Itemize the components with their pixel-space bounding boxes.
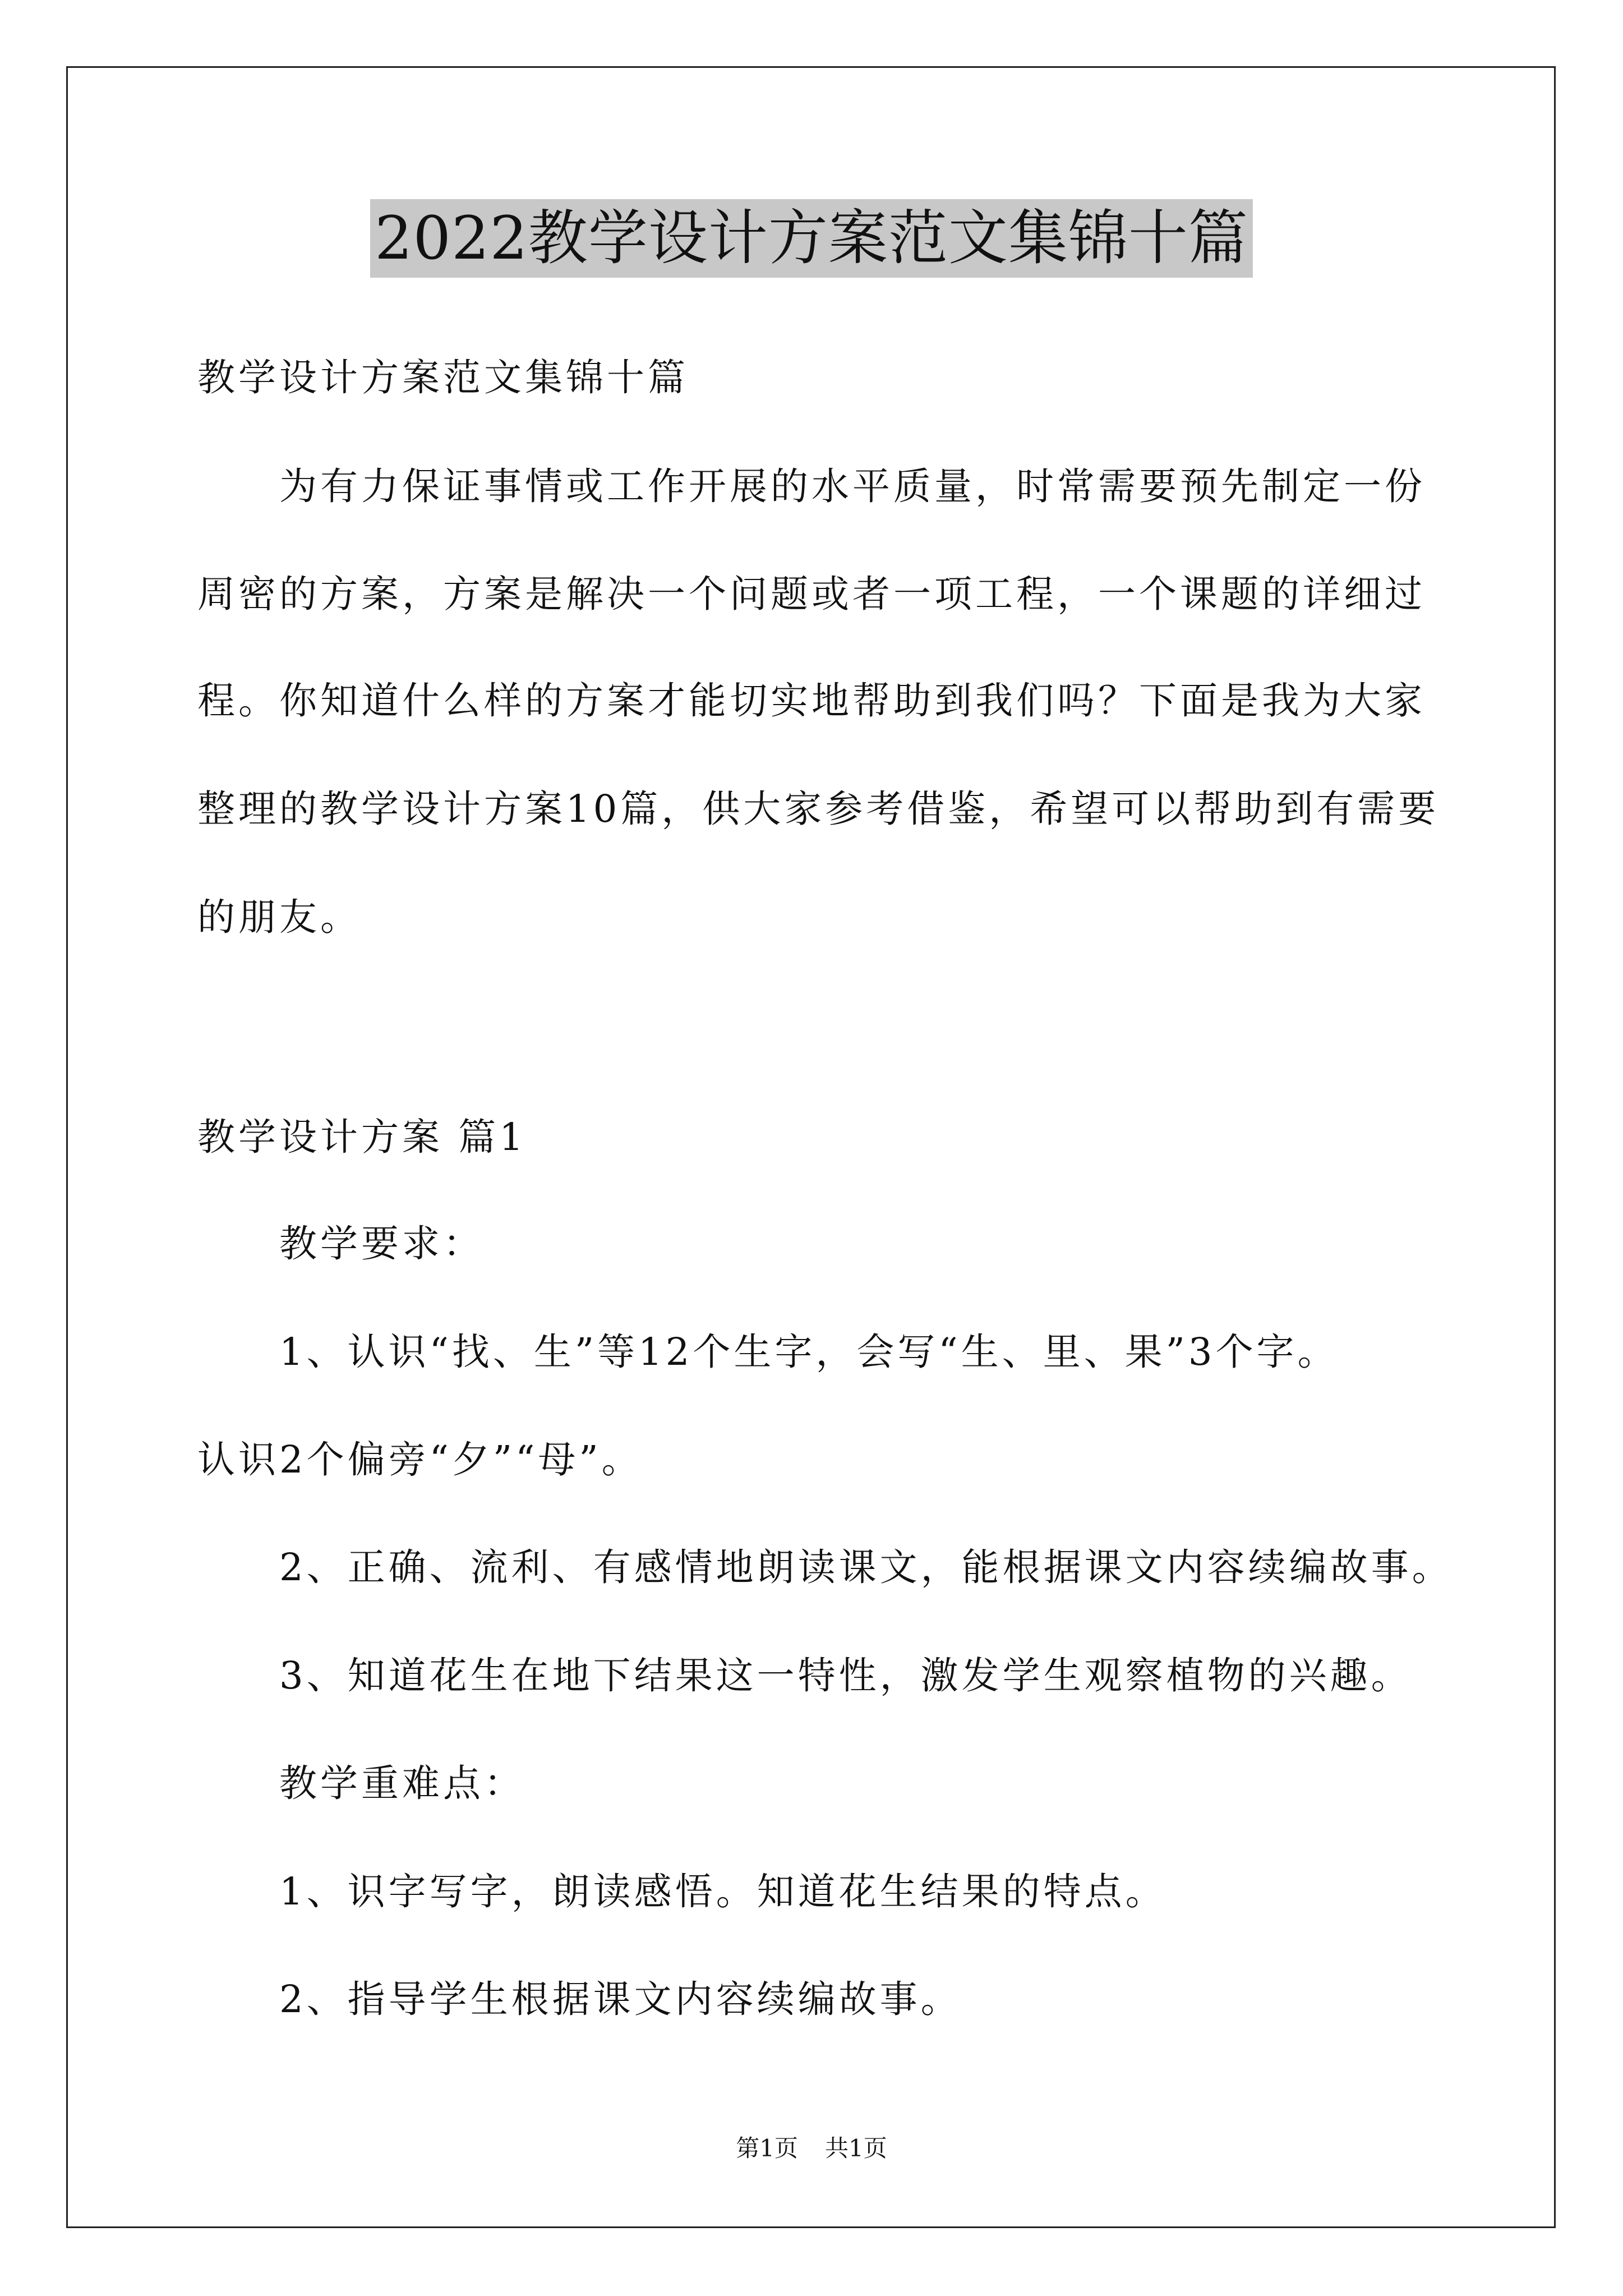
key-point-2: 2、指导学生根据课文内容续编故事。	[279, 1977, 962, 2021]
intro-line-5: 的朋友。	[197, 895, 361, 939]
requirement-2: 2、正确、流利、有感情地朗读课文，能根据课文内容续编故事。	[279, 1545, 1453, 1589]
page-footer	[0, 2132, 1623, 2165]
document-title: 2022教学设计方案范文集锦十篇	[370, 199, 1253, 278]
section-heading: 教学设计方案 篇1	[197, 1115, 527, 1159]
requirement-1-line-1: 1、认识“找、生”等12个生字，会写“生、里、果”3个字。	[279, 1330, 1339, 1374]
requirement-3: 3、知道花生在地下结果这一特性，激发学生观察植物的兴趣。	[279, 1654, 1412, 1697]
intro-line-3: 程。你知道什么样的方案才能切实地帮助到我们吗？下面是我为大家	[197, 679, 1426, 723]
title-container	[0, 199, 1623, 278]
intro-line-1: 为有力保证事情或工作开展的水平质量，时常需要预先制定一份	[279, 464, 1426, 508]
key-points-heading: 教学重难点：	[279, 1761, 525, 1805]
page-number-current: 第1页	[736, 2134, 798, 2162]
document-subtitle: 教学设计方案范文集锦十篇	[197, 356, 689, 399]
intro-line-4: 整理的教学设计方案10篇，供大家参考借鉴，希望可以帮助到有需要	[197, 787, 1440, 831]
intro-line-2: 周密的方案，方案是解决一个问题或者一项工程，一个课题的详细过	[197, 572, 1426, 616]
requirements-heading: 教学要求：	[279, 1222, 484, 1266]
page-number-total: 共1页	[825, 2134, 887, 2162]
requirement-1-line-2: 认识2个偏旁“夕”“母”。	[197, 1438, 643, 1481]
key-point-1: 1、识字写字，朗读感悟。知道花生结果的特点。	[279, 1870, 1166, 1913]
